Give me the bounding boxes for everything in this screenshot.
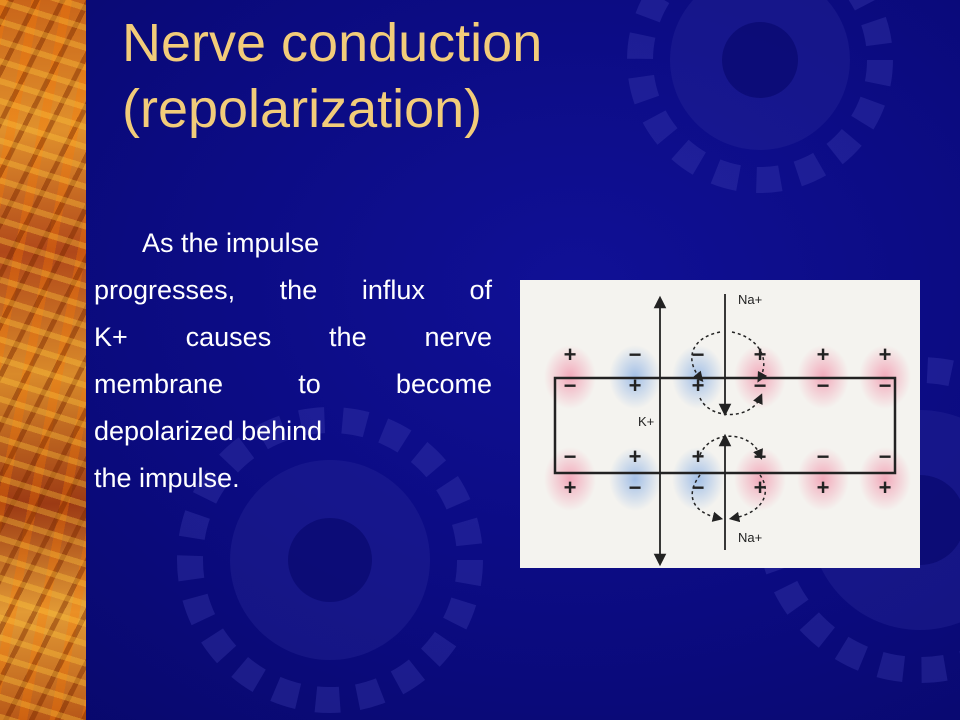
negative-charge-sign: −	[628, 475, 642, 500]
positive-charge-sign: +	[563, 475, 577, 500]
body-line: As the impulse	[142, 228, 320, 258]
positive-charge-sign: +	[878, 475, 892, 500]
na-label-top: Na+	[738, 292, 763, 307]
positive-charge-sign: +	[691, 444, 705, 469]
body-line: membrane to become	[94, 369, 492, 399]
slide-title: Nerve conduction (repolarization)	[122, 13, 543, 139]
negative-charge-sign: −	[878, 373, 892, 398]
positive-charge-sign: +	[691, 373, 705, 398]
na-label-bottom: Na+	[738, 530, 763, 545]
positive-charge-sign: +	[628, 373, 642, 398]
positive-charge-sign: +	[816, 475, 830, 500]
positive-charge-sign: +	[628, 444, 642, 469]
negative-charge-sign: −	[691, 342, 705, 367]
body-line: K+ causes the nerve	[94, 322, 492, 352]
negative-charge-sign: −	[878, 444, 892, 469]
negative-charge-sign: −	[563, 373, 577, 398]
negative-charge-sign: −	[816, 444, 830, 469]
negative-charge-sign: −	[628, 342, 642, 367]
membrane-diagram-svg	[520, 280, 920, 568]
body-paragraph	[94, 220, 492, 502]
positive-charge-sign: +	[816, 342, 830, 367]
positive-charge-sign: +	[753, 475, 767, 500]
charge-halos	[544, 345, 911, 511]
positive-charge-sign: +	[753, 342, 767, 367]
negative-charge-sign: −	[691, 475, 705, 500]
body-line: progresses, the influx of	[94, 275, 492, 305]
negative-charge-sign: −	[563, 444, 577, 469]
body-line: depolarized behind	[94, 416, 323, 446]
k-label: K+	[638, 414, 655, 429]
negative-charge-sign: −	[816, 373, 830, 398]
positive-charge-sign: +	[563, 342, 577, 367]
negative-charge-sign: −	[753, 444, 767, 469]
membrane-diagram	[520, 280, 920, 568]
negative-charge-sign: −	[753, 373, 767, 398]
positive-charge-sign: +	[878, 342, 892, 367]
body-line: the impulse.	[94, 463, 240, 493]
